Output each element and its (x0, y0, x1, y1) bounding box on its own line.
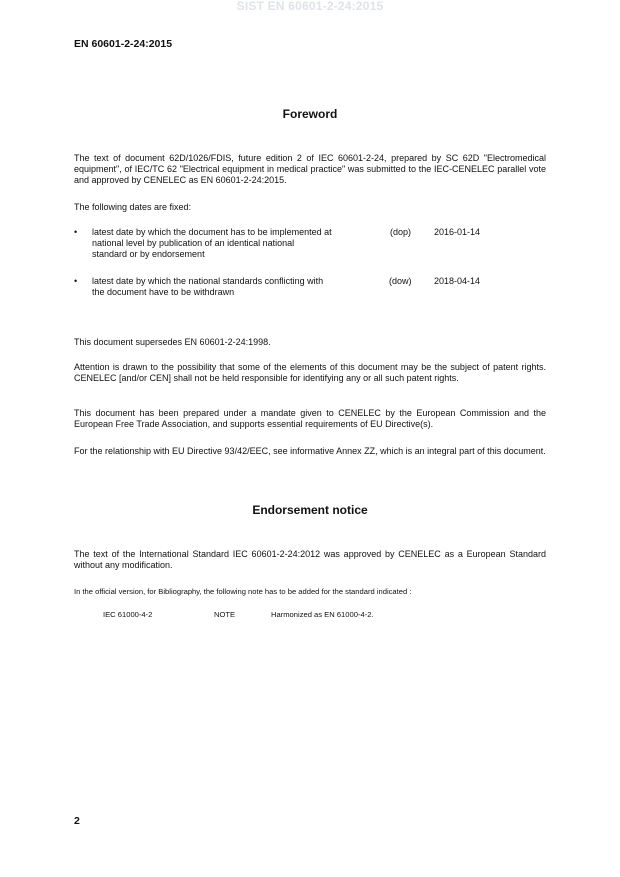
document-id: EN 60601-2-24:2015 (74, 38, 173, 50)
bullet-icon: • (74, 276, 78, 286)
date-item-line: standard or by endorsement (92, 249, 205, 259)
dates-intro: The following dates are fixed: (74, 202, 192, 212)
foreword-heading: Foreword (282, 107, 338, 121)
date-item-dop (74, 227, 546, 261)
date-item-line: the document have to be withdrawn (92, 287, 235, 297)
supersedes-paragraph: This document supersedes EN 60601-2-24:1998. (74, 337, 271, 347)
note-text: Harmonized as EN 61000-4-2. (271, 610, 374, 619)
date-value: 2016-01-14 (434, 227, 481, 237)
watermark: SIST EN 60601-2-24:2015 (236, 0, 384, 13)
date-item-line: latest date by which the national standards conflicting with (92, 276, 324, 286)
bullet-icon: • (74, 227, 78, 237)
date-item-dow (74, 276, 546, 299)
endorsement-paragraph: The text of the International Standard IEC 60601-2-24:2012 was approved by CENELEC as a European Standard without any modification. (74, 549, 546, 570)
date-item-line: latest date by which the document has to be implemented at (92, 227, 332, 237)
date-item-line: national level by publication of an identical national (92, 238, 295, 248)
date-value: 2018-04-14 (434, 276, 481, 286)
note-label: NOTE (214, 610, 236, 619)
note-standard: IEC 61000-4-2 (103, 610, 153, 619)
official-version-note: In the official version, for Bibliography, the following note has to be added for the standard indicated : (74, 587, 412, 596)
page-number: 2 (74, 815, 80, 827)
directive-paragraph: For the relationship with EU Directive 93/42/EEC, see informative Annex ZZ, which is an integral part of this document. (74, 446, 546, 456)
mandate-paragraph: This document has been prepared under a mandate given to CENELEC by the European Commission and the European Free Trade Association, and supports essential requirements of EU Directive(s). (74, 408, 546, 429)
date-code: (dop) (390, 227, 412, 237)
date-code: (dow) (389, 276, 412, 286)
foreword-paragraph: The text of document 62D/1026/FDIS, future edition 2 of IEC 60601-2-24, prepared by SC 62D "Electromedical equipment", of IEC/TC 62 "Electrical equipment in medical practice" was submitted to the IEC-CENELEC parallel vote and approved by CENELEC as EN 60601-2-24:2015. (74, 153, 546, 185)
patent-paragraph: Attention is drawn to the possibility that some of the elements of this document may be the subject of patent rights. CENELEC [and/or CEN] shall not be held responsible for identifying any or all such patent rights. (74, 362, 546, 383)
endorsement-heading: Endorsement notice (252, 503, 368, 517)
